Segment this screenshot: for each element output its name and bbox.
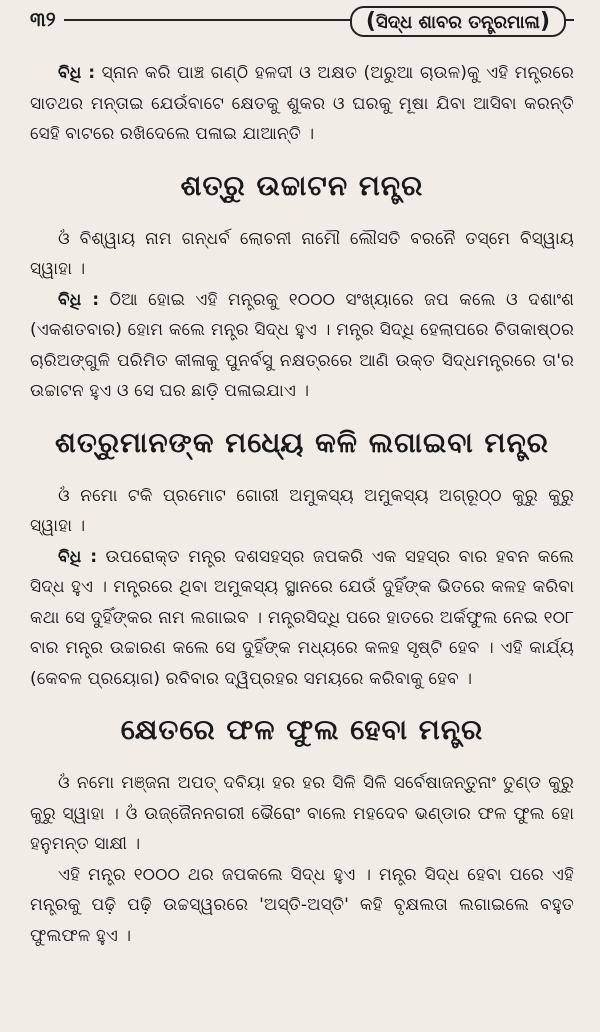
paragraph (30, 285, 574, 407)
vidhi-label: ବିଧି : (58, 63, 96, 83)
paragraph (30, 224, 574, 285)
paragraph (30, 542, 574, 695)
paragraph-text: ସ୍ନାନ କରି ପାଞ୍ଚ ଗଣ୍ଠି ହଳଦୀ ଓ ଅକ୍ଷତ (ଅରୁଆ ଚାଉଳ)କୁ ଏହି ମନ୍ତ୍ରରେ ସାତଥର ମନ୍ତାଇ ଯେଉଁବାଟେ କ୍ଷେତକୁ ଶୁକର ଓ ଘରକୁ ମୂଷା ଯିବା ଆସିବା କରନ୍ତି ସେହି ବାଟରେ ରଖିଦେଲେ ପଳାଇ ଯାଆନ୍ତି । (30, 63, 575, 144)
vidhi-label: ବିଧି : (58, 546, 98, 567)
section-phala-phula (30, 710, 574, 951)
paragraph-text: ଓଁ ନମୋ ମଞ୍ଜନା ଅପତ୍ ଦବିୟା ହର ହର ସିଳି ସିଳି ସର୍ବେଷାଜନ୍ତୁନାଂ ତୁଣ୍ଡ କୁରୁ କୁରୁ ସ୍ୱାହା । ଓଁ ଉଜ୍ଜୈନନଗରୀ ଭୈରୋଂ ବାଲେ ମହଦେବ ଭଣ୍ଡାର ଫଳ ଫୁଲ ହୋ ହନୁମନ୍ତ ସାକ୍ଷୀ । (30, 773, 574, 854)
paragraph (30, 481, 574, 542)
paragraph-text: ଉପରୋକ୍ତ ମନ୍ତ୍ର ଦଶସହସ୍ର ଜପକରି ଏକ ସହସ୍ର ବାର ହବନ କଲେ ସିଦ୍ଧ ହୁଏ । ମନ୍ତ୍ରରେ ଥିବା ଅମୁକସ୍ୟ ସ୍ଥାନରେ ଯେଉଁ ଦୁହିଁଙ୍କ ଭିତରେ କଳହ କରିବା କଥା ସେ ଦୁହିଁଙ୍କର ନାମ ଲଗାଇବ । ମନ୍ତ୍ରସିଦ୍ଧି ପରେ ହାତରେ ଅର୍କଫୁଲ ନେଇ ୧୦୮ ବାର ମନ୍ତ୍ର ଉଚ୍ଚାରଣ କଲେ ସେ ଦୁହିଁଙ୍କ ମଧ୍ୟରେ କଳହ ସୃଷ୍ଟି ହେବ । ଏହି କାର୍ଯ୍ୟ (କେବଳ ପ୍ରୟୋଗ) ରବିବାର ଦ୍ୱିପ୍ରହର ସମୟରେ କରିବାକୁ ହେବ । (30, 546, 574, 689)
section-heading: କ୍ଷେତରେ ଫଳ ଫୁଲ ହେବା ମନ୍ତ୍ର (120, 713, 484, 746)
paragraph-text: ଓଁ ନମୋ ଟକି ପ୍ରମୋଟ ଗୋରୀ ଅମୁକସ୍ୟ ଅମୁକସ୍ୟ ଅଗ୍ରୂଠ୍ଠ କୁରୁ କୁରୁ ସ୍ୱାହା । (30, 485, 574, 536)
book-title: ସିଦ୍ଧ ଶାବର ତନ୍ତ୍ରମାଳା (375, 12, 540, 33)
section-kali-lagaiba (30, 423, 574, 695)
paragraph-text: ଓଁ ବିଶ୍ୱାୟ ନାମ ଗନ୍ଧର୍ବ ଲୋଚନୀ ନାମୌ ଲୌସତି ବରନୈ ତସ୍ମେ ବିସ୍ୱାୟ ସ୍ୱାହା । (30, 228, 574, 279)
vidhi-label: ବିଧି : (58, 289, 100, 310)
section-intro (30, 58, 574, 150)
section-heading: ଶତ୍ରୁମାନଙ୍କ ମଧ୍ୟେ କଳି ଲଗାଇବା ମନ୍ତ୍ର (55, 425, 549, 459)
section-heading: ଶତ୍ରୁ ଉଚ୍ଚାଟନ ମନ୍ତ୍ର (180, 168, 424, 202)
paragraph (30, 58, 574, 150)
paragraph-text: ଠିଆ ହୋଇ ଏହି ମନ୍ତ୍ରକୁ ୧୦୦୦ ସଂଖ୍ୟାରେ ଜପ କଲେ ଓ ଦଶାଂଶ (ଏକଶତବାର) ହୋମ କଲେ ମନ୍ତ୍ର ସିଦ୍ଧ ହୁଏ । ମନ୍ତ୍ର ସିଦ୍ଧି ହେଲାପରେ ଚିତାକାଷ୍ଠର ଚାରିଅଙ୍ଗୁଳି ପରିମିତ କୀଳାକୁ ପୁନର୍ବସୁ ନକ୍ଷତ୍ରରେ ଆଣି ଉକ୍ତ ସିଦ୍ଧମନ୍ତ୍ରରେ ତା'ର ଉଚ୍ଚାଟନ ହୁଏ ଓ ସେ ଘର ଛାଡ଼ି ପଳାଇଯାଏ । (30, 289, 575, 401)
page-header (30, 0, 574, 44)
paragraph (30, 768, 574, 860)
page-number: ୩୨ (30, 7, 56, 31)
paragraph (30, 860, 574, 952)
section-shatru-uchchatan (30, 166, 574, 407)
paragraph-text: ଏହି ମନ୍ତ୍ର ୧୦୦୦ ଥର ଜପକଲେ ସିଦ୍ଧ ହୁଏ । ମନ୍ତ୍ର ସିଦ୍ଧ ହେବା ପରେ ଏହି ମନ୍ତ୍ରକୁ ପଢ଼ି ପଢ଼ି ଉଚ୍ଚସ୍ୱରରେ 'ଅସ୍ତି-ଅସ୍ତି' କହି ବୃକ୍ଷଲତା ଲଗାଇଲେ ବହୁତ ଫୁଲଫଳ ହୁଏ । (30, 864, 574, 946)
page-content (30, 58, 574, 951)
book-title-box: (ସିଦ୍ଧ ଶାବର ତନ୍ତ୍ରମାଳା) (350, 6, 566, 37)
